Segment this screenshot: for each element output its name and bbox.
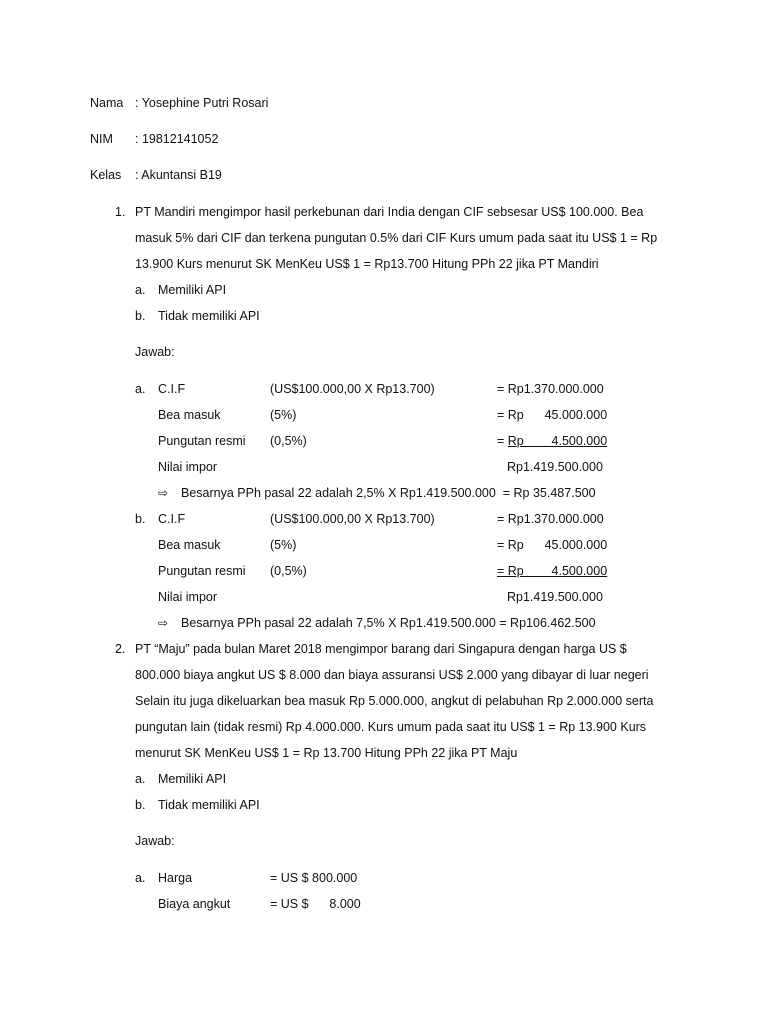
q1-jawab: Jawab: xyxy=(135,345,175,359)
q1a-pungutan-calc: (0,5%) xyxy=(270,434,307,448)
q2-jawab: Jawab: xyxy=(135,834,175,848)
q1b-cif-eq: = Rp1.370.000.000 xyxy=(497,512,604,526)
q1b-bea-calc: (5%) xyxy=(270,538,297,552)
q1b-number: b. xyxy=(135,512,146,526)
q2a-harga-label: Harga xyxy=(158,871,193,885)
arrow-right-icon: ⇨ xyxy=(158,486,169,500)
q1a-bea-calc: (5%) xyxy=(270,408,297,422)
name-label: Nama xyxy=(90,96,124,110)
q1a-nilai-label: Nilai impor xyxy=(158,460,218,474)
q1b-bea-label: Bea masuk xyxy=(158,538,221,552)
q1a-pungutan-label: Pungutan resmi xyxy=(158,434,246,448)
q1a-nilai-eq: Rp1.419.500.000 xyxy=(507,460,603,474)
q2-line-5: menurut SK MenKeu US$ 1 = Rp 13.700 Hitung PPh 22 jika PT Maju xyxy=(135,746,518,760)
class-label: Kelas xyxy=(90,168,122,182)
q1a-bea-label: Bea masuk xyxy=(158,408,221,422)
q2a-harga-eq: = US $ 800.000 xyxy=(270,871,358,885)
q1a-cif-calc: (US$100.000,00 X Rp13.700) xyxy=(270,382,435,396)
q2-line-1: PT “Maju” pada bulan Maret 2018 mengimpor barang dari Singapura dengan harga US $ xyxy=(135,642,627,656)
q1-opt-b-num: b. xyxy=(135,309,146,323)
nim-label: NIM xyxy=(90,132,113,146)
nim-value: : 19812141052 xyxy=(135,132,219,146)
q2-line-4: pungutan lain (tidak resmi) Rp 4.000.000. Kurs umum pada saat itu US$ 1 = Rp 13.900 Kurs xyxy=(135,720,647,734)
q2-opt-b-num: b. xyxy=(135,798,146,812)
q2a-angkut-eq: = US $ 8.000 xyxy=(270,897,361,911)
q2-opt-a: Memiliki API xyxy=(158,772,227,786)
q1a-cif-label: C.I.F xyxy=(158,382,186,396)
q1b-bea-eq: = Rp 45.000.000 xyxy=(497,538,608,552)
q1-line-1: PT Mandiri mengimpor hasil perkebunan dari India dengan CIF sebsesar US$ 100.000. Bea xyxy=(135,205,644,219)
q1a-pungutan-eq: = Rp 4.500.000 xyxy=(497,434,608,448)
q1b-result: Besarnya PPh pasal 22 adalah 7,5% X Rp1.419.500.000 = Rp106.462.500 xyxy=(181,616,596,630)
q1a-result: Besarnya PPh pasal 22 adalah 2,5% X Rp1.419.500.000 = Rp 35.487.500 xyxy=(181,486,596,500)
q1b-pungutan-calc: (0,5%) xyxy=(270,564,307,578)
q1b-pungutan-eq: = Rp 4.500.000 xyxy=(497,564,608,578)
name-value: : Yosephine Putri Rosari xyxy=(135,96,269,110)
q2-number: 2. xyxy=(115,642,126,656)
q1-opt-a-num: a. xyxy=(135,283,146,297)
q1-number: 1. xyxy=(115,205,126,219)
q1a-cif-eq: = Rp1.370.000.000 xyxy=(497,382,604,396)
arrow-right-icon: ⇨ xyxy=(158,616,169,630)
q1-opt-b: Tidak memiliki API xyxy=(158,309,260,323)
q1b-nilai-eq: Rp1.419.500.000 xyxy=(507,590,603,604)
q2-opt-a-num: a. xyxy=(135,772,146,786)
q2a-number: a. xyxy=(135,871,146,885)
q1b-cif-calc: (US$100.000,00 X Rp13.700) xyxy=(270,512,435,526)
q1-line-3: 13.900 Kurs menurut SK MenKeu US$ 1 = Rp13.700 Hitung PPh 22 jika PT Mandiri xyxy=(135,257,599,271)
q1-line-2: masuk 5% dari CIF dan terkena pungutan 0.5% dari CIF Kurs umum pada saat itu US$ 1 = Rp xyxy=(135,231,658,245)
q1-opt-a: Memiliki API xyxy=(158,283,227,297)
q1b-nilai-label: Nilai impor xyxy=(158,590,218,604)
q2-opt-b: Tidak memiliki API xyxy=(158,798,260,812)
q2-line-3: Selain itu juga dikeluarkan bea masuk Rp 5.000.000, angkut di pelabuhan Rp 2.000.000 serta xyxy=(135,694,654,708)
class-value: : Akuntansi B19 xyxy=(135,168,222,182)
q1b-cif-label: C.I.F xyxy=(158,512,186,526)
q1a-number: a. xyxy=(135,382,146,396)
q1a-bea-eq: = Rp 45.000.000 xyxy=(497,408,608,422)
q2a-angkut-label: Biaya angkut xyxy=(158,897,231,911)
q1b-pungutan-label: Pungutan resmi xyxy=(158,564,246,578)
q2-line-2: 800.000 biaya angkut US $ 8.000 dan biaya assuransi US$ 2.000 yang dibayar di luar negeri xyxy=(135,668,649,682)
